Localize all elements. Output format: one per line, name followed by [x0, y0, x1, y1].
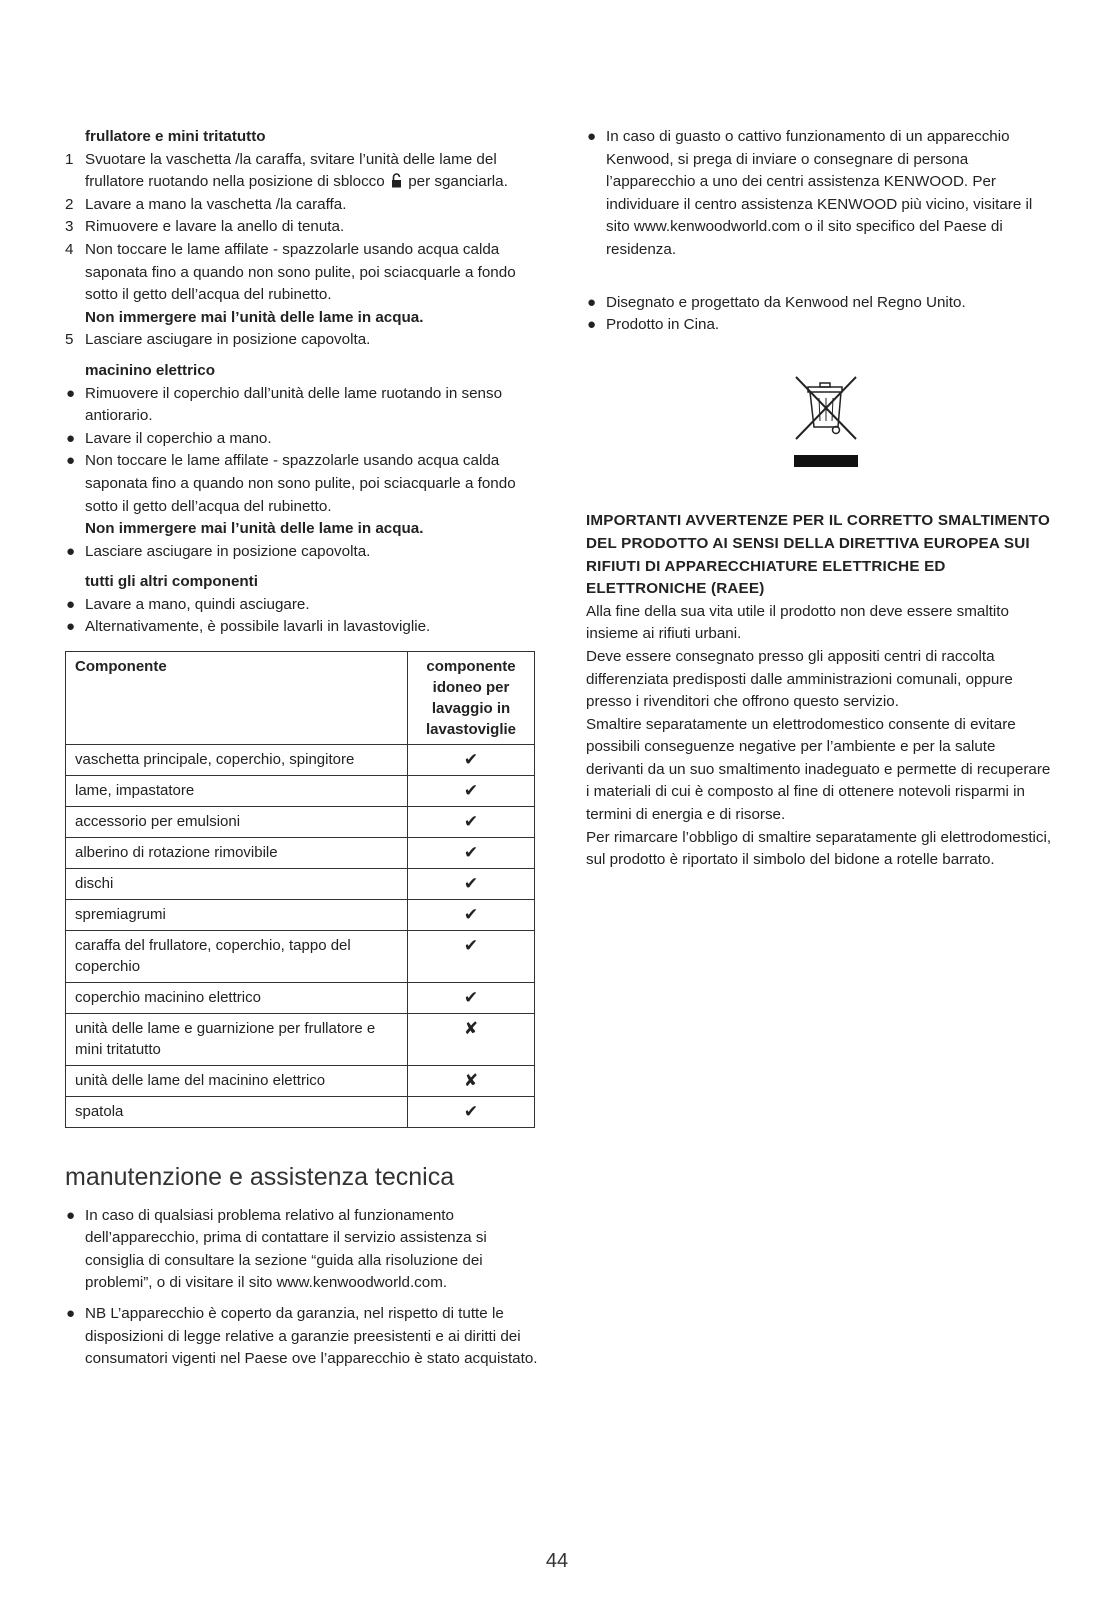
- service-bullet: [65, 1205, 540, 1295]
- table-cell-mark: ✔: [408, 838, 535, 869]
- raee-paragraph: Alla fine della sua vita utile il prodotto non deve essere smaltito insieme ai rifiuti urbani.: [586, 602, 1009, 643]
- bullet-text: Rimuovere il coperchio dall’unità delle lame ruotando in senso antiorario.: [85, 384, 503, 425]
- origin-bullet: [586, 292, 1056, 315]
- table-row: [66, 931, 535, 983]
- raee-paragraph: Deve essere consegnato presso gli appositi centri di raccolta differenziata predisposti dalle amministrazioni comunali, oppure presso i rivenditori che offrono questo servizio.: [586, 647, 1013, 711]
- table-cell-name: lame, impastatore: [66, 776, 408, 807]
- blender-warning: Non immergere mai l’unità delle lame in acqua.: [85, 308, 424, 326]
- mill-warning: Non immergere mai l’unità delle lame in acqua.: [85, 520, 424, 538]
- mill-bullet: [65, 450, 540, 518]
- right-column: [586, 126, 1056, 872]
- table-row: [66, 1014, 535, 1066]
- others-bullet: [65, 594, 540, 617]
- table-header-row: [66, 652, 535, 745]
- crossed-out-wheelie-bin-icon: [786, 373, 866, 473]
- bullet-icon: ●: [66, 452, 76, 470]
- bullet-text: In caso di qualsiasi problema relativo al funzionamento dell’apparecchio, prima di contattare il servizio assistenza si consiglia di consultare la sezione “guida alla risoluzione dei problemi”, o di visitare il sito www.kenwoodworld.com.: [85, 1206, 487, 1292]
- service-section-title: manutenzione e assistenza tecnica: [65, 1163, 455, 1192]
- table-cell-mark: ✘: [408, 1066, 535, 1097]
- mill-bullet: [65, 428, 540, 451]
- table-header-dishwasher: componente idoneo per lavaggio in lavastoviglie: [408, 652, 535, 745]
- bullet-icon: ●: [66, 1305, 76, 1323]
- raee-paragraph: Per rimarcare l’obbligo di smaltire separatamente gli elettrodomestici, sul prodotto è riportato il simbolo del bidone a rotelle barrato.: [586, 828, 1052, 869]
- table-row: [66, 807, 535, 838]
- blender-step-2: [65, 194, 540, 217]
- bullet-text: Lavare a mano, quindi asciugare.: [85, 595, 310, 613]
- bullet-icon: ●: [66, 618, 76, 636]
- table-row: [66, 1097, 535, 1128]
- blender-step-5: [65, 329, 540, 352]
- table-cell-mark: ✔: [408, 983, 535, 1014]
- bullet-icon: ●: [587, 316, 597, 334]
- bullet-text: Lavare il coperchio a mano.: [85, 429, 272, 447]
- bullet-icon: ●: [587, 293, 597, 311]
- table-row: [66, 983, 535, 1014]
- service-centre-bullet: [586, 126, 1056, 262]
- step-text: Svuotare la vaschetta /la caraffa, svitare l’unità delle lame del frullatore ruotando nella posizione di sblocco: [85, 150, 497, 191]
- mill-bullet: [65, 383, 540, 428]
- table-cell-name: spatola: [66, 1097, 408, 1128]
- bullet-text: Non toccare le lame affilate - spazzolarle usando acqua calda saponata fino a quando non sono pulite, poi sciacquarle a fondo sotto il getto dell’acqua del rubinetto.: [85, 452, 516, 515]
- step-number: 2: [65, 195, 74, 213]
- table-cell-mark: ✔: [408, 1097, 535, 1128]
- table-cell-mark: ✔: [408, 869, 535, 900]
- table-cell-mark: ✔: [408, 807, 535, 838]
- blender-step-1: [65, 149, 540, 194]
- bullet-text: Prodotto in Cina.: [606, 316, 720, 334]
- dishwasher-table: [65, 651, 535, 1128]
- table-row: [66, 838, 535, 869]
- bullet-icon: ●: [587, 128, 597, 145]
- bullet-text: Lasciare asciugare in posizione capovolta.: [85, 542, 371, 560]
- table-cell-mark: ✔: [408, 931, 535, 983]
- table-cell-name: accessorio per emulsioni: [66, 807, 408, 838]
- bullet-icon: ●: [66, 595, 76, 613]
- others-heading: tutti gli altri componenti: [85, 573, 258, 591]
- table-cell-mark: ✔: [408, 776, 535, 807]
- bullet-icon: ●: [66, 384, 76, 402]
- unlock-icon: [391, 173, 402, 188]
- bullet-icon: ●: [66, 429, 76, 447]
- blender-heading: frullatore e mini tritatutto: [85, 128, 266, 145]
- table-cell-name: unità delle lame del macinino elettrico: [66, 1066, 408, 1097]
- left-column: [65, 126, 540, 1371]
- bullet-text: Disegnato e progettato da Kenwood nel Regno Unito.: [606, 293, 966, 311]
- table-row: [66, 900, 535, 931]
- step-number: 1: [65, 150, 74, 168]
- raee-heading: IMPORTANTI AVVERTENZE PER IL CORRETTO SMALTIMENTO DEL PRODOTTO AI SENSI DELLA DIRETTIVA EUROPEA SUI RIFIUTI DI APPARECCHIATURE ELETTRICHE ED ELETTRONICHE (RAEE): [586, 512, 1051, 598]
- bullet-icon: ●: [66, 1206, 76, 1224]
- table-cell-name: vaschetta principale, coperchio, spingitore: [66, 745, 408, 776]
- step-number: 4: [65, 240, 74, 258]
- raee-paragraph: Smaltire separatamente un elettrodomestico consente di evitare possibili conseguenze negative per l’ambiente e per la salute derivanti da un suo smaltimento inadeguato e permette di recuperare i materiali di cui è composto al fine di ottenere notevoli risparmi in termini di energia e di risorse.: [586, 715, 1051, 824]
- table-header-component: Componente: [66, 652, 408, 745]
- table-cell-name: spremiagrumi: [66, 900, 408, 931]
- step-text: Non toccare le lame affilate - spazzolarle usando acqua calda saponata fino a quando non sono pulite, poi sciacquarle a fondo sotto il getto dell’acqua del rubinetto.: [85, 240, 516, 304]
- service-bullet: [65, 1303, 540, 1371]
- origin-bullet: [586, 314, 1056, 337]
- table-cell-mark: ✔: [408, 900, 535, 931]
- bullet-text: NB L’apparecchio è coperto da garanzia, nel rispetto di tutte le disposizioni di legge relative a garanzie preesistenti e ai diritti dei consumatori vigenti nel Paese ove l’apparecchio è stato acquistato.: [85, 1305, 538, 1368]
- bullet-text: Alternativamente, è possibile lavarli in lavastoviglie.: [85, 618, 431, 636]
- blender-step-3: [65, 216, 540, 239]
- spacer: [65, 1295, 540, 1303]
- step-number: 5: [65, 331, 74, 349]
- others-bullet: [65, 616, 540, 639]
- table-row: [66, 776, 535, 807]
- mill-bullet: [65, 541, 540, 564]
- step-text: Lavare a mano la vaschetta /la caraffa.: [85, 195, 347, 213]
- table-cell-name: alberino di rotazione rimovibile: [66, 838, 408, 869]
- bullet-icon: ●: [66, 542, 76, 560]
- table-row: [66, 869, 535, 900]
- table-cell-name: unità delle lame e guarnizione per frullatore e mini tritatutto: [66, 1014, 408, 1066]
- table-cell-name: coperchio macinino elettrico: [66, 983, 408, 1014]
- table-row: [66, 1066, 535, 1097]
- step-text: Lasciare asciugare in posizione capovolta.: [85, 331, 371, 349]
- step-text: Rimuovere e lavare la anello di tenuta.: [85, 218, 345, 236]
- mill-heading: macinino elettrico: [85, 361, 215, 379]
- table-cell-name: dischi: [66, 869, 408, 900]
- blender-step-4: [65, 239, 540, 307]
- table-row: [66, 745, 535, 776]
- bullet-text: In caso di guasto o cattivo funzionamento di un apparecchio Kenwood, si prega di inviare o consegnare di persona l’apparecchio a uno dei centri assistenza KENWOOD. Per individuare il centro assistenza KENWOOD più vicino, visitare il sito www.kenwoodworld.com o il sito specifico del Paese di residenza.: [606, 128, 1033, 258]
- step-text-after: per sganciarla.: [408, 173, 508, 191]
- step-number: 3: [65, 218, 74, 236]
- table-cell-mark: ✘: [408, 1014, 535, 1066]
- page-number: 44: [545, 1550, 569, 1572]
- spacer: [586, 262, 1056, 292]
- table-cell-mark: ✔: [408, 745, 535, 776]
- table-cell-name: caraffa del frullatore, coperchio, tappo del coperchio: [66, 931, 408, 983]
